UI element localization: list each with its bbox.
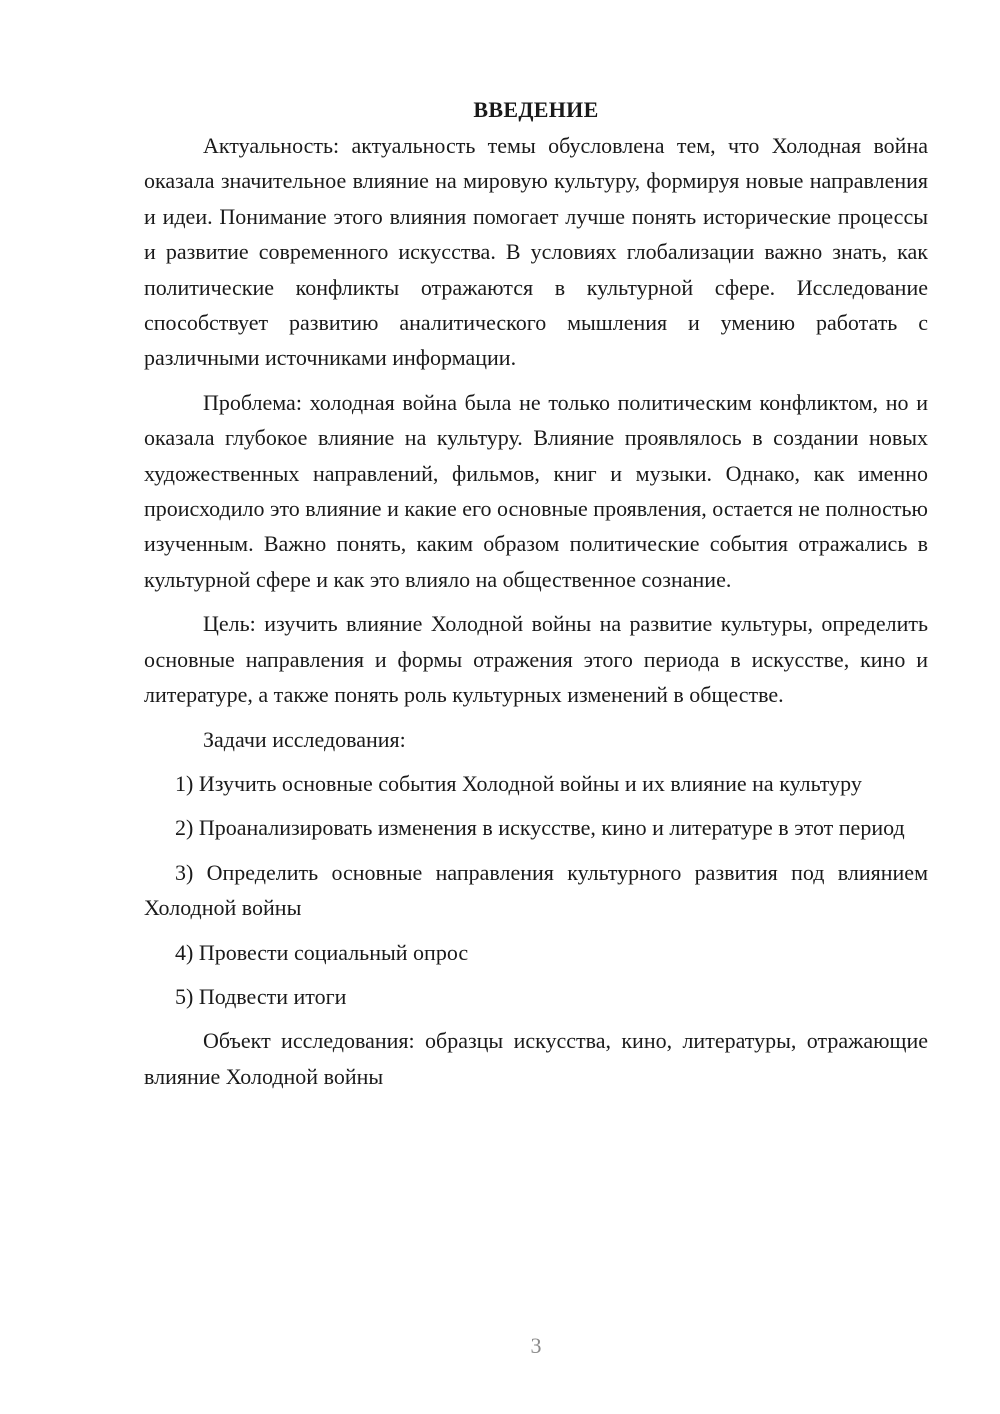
- page-content: [144, 92, 928, 1103]
- task-item-5: 5) Подвести итоги: [175, 983, 347, 1009]
- task-item-1: 1) Изучить основные события Холодной войны и их влияние на культуру: [175, 770, 862, 796]
- task-item-3: 3) Определить основные направления культурного развития под влиянием Холодной войны: [144, 859, 928, 921]
- relevance-paragraph: Актуальность: актуальность темы обусловлена тем, что Холодная война оказала значительное влияние на мировую культуру, формируя новые направления и идеи. Понимание этого влияния помогает лучше понять исторические процессы и развитие современного искусства. В условиях глобализации важно знать, как политические конфликты отражаются в культурной сфере. Исследование способствует развитию аналитического мышления и умению работать с различными источниками информации.: [144, 133, 928, 371]
- task-item-2: 2) Проанализировать изменения в искусстве, кино и литературе в этот период: [175, 815, 905, 841]
- task-item-4: 4) Провести социальный опрос: [175, 939, 469, 965]
- object-paragraph: Объект исследования: образцы искусства, кино, литературы, отражающие влияние Холодной войны: [144, 1028, 928, 1089]
- section-heading: ВВЕДЕНИЕ: [473, 97, 599, 122]
- goal-paragraph: Цель: изучить влияние Холодной войны на развитие культуры, определить основные направления и формы отражения этого периода в искусстве, кино и литературе, а также понять роль культурных изменений в обществе.: [144, 611, 928, 708]
- page-number: 3: [530, 1333, 542, 1358]
- tasks-title: Задачи исследования:: [203, 726, 406, 752]
- problem-paragraph: Проблема: холодная война была не только политическим конфликтом, но и оказала глубокое влияние на культуру. Влияние проявлялось в создании новых художественных направлений, фильмов, книг и музыки. Однако, как именно происходило это влияние и какие его основные проявления, остается не полностью изученным. Важно понять, каким образом политические события отражались в культурной сфере и как это влияло на общественное сознание.: [144, 389, 928, 592]
